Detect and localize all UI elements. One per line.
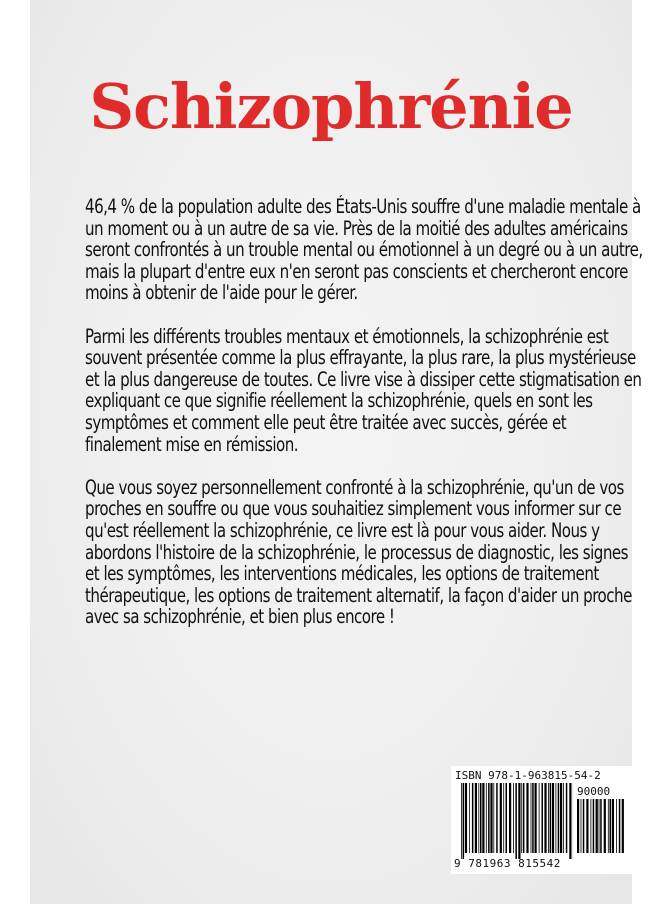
barcode-bar	[500, 783, 502, 853]
barcode-bar	[518, 783, 520, 859]
barcode-bar	[469, 783, 470, 853]
barcode-bar	[583, 799, 585, 853]
barcode-bar	[531, 783, 532, 853]
barcode-bar	[548, 783, 549, 853]
barcode-bar	[552, 783, 554, 853]
paragraph-spacer	[85, 455, 644, 477]
barcode-bar	[539, 783, 540, 853]
barcode-bar	[622, 799, 624, 853]
barcode-bar	[586, 799, 588, 853]
barcode-bar	[472, 783, 474, 853]
barcode-bar	[486, 783, 487, 853]
back-cover	[30, 0, 643, 904]
ean-digits: 9 781963 815542	[454, 857, 561, 870]
blurb-paragraph-3: Que vous soyez personnellement confronté à la schizophrénie, qu'un de vos proches en souffre ou que vous souhaitiez simplement vous informer sur ce qu'est réellement la schizophrénie, ce livre est là pour vous aider. Nous y abordons l'histoire de la schizophrénie, le processus de diagnostic, les signes et les symptômes, les interventions médicales, les options de traitement thérapeutique, les options de traitement alternatif, la façon d'aider un proche avec sa schizophrénie, et bien plus encore !	[85, 475, 632, 629]
barcode-bar	[515, 783, 517, 859]
barcode-bar	[604, 799, 606, 853]
book-title: Schizophrénie	[89, 70, 573, 143]
isbn-label: ISBN 978-1-963815-54-2	[455, 769, 601, 782]
blurb-paragraph-1: 46,4 % de la population adulte des États-Unis souffre d'une maladie mentale à un moment ou à un autre de sa vie. Près de la moitié des adultes américains seront confrontés à un trouble mental ou émotionnel à un degré ou à un autre, mais la plupart d'entre eux n'en seront pas conscients et chercheront encore moins à obtenir de l'aide pour le gérer.	[85, 195, 643, 305]
barcode-bar	[619, 799, 621, 853]
barcode-bar	[503, 783, 504, 853]
barcode-bar	[461, 783, 462, 859]
barcode-bar	[577, 799, 579, 853]
blurb-paragraph-2: Parmi les différents troubles mentaux et émotionnels, la schizophrénie est souvent présentée comme la plus effrayante, la plus rare, la plus mystérieuse et la plus dangereuse de toutes. Ce livre vise à dissiper cette stigmatisation en expliquant ce que signifie réellement la schizophrénie, quels en sont les symptômes et comment elle peut être traitée avec succès, gérée et finalement mise en rémission.	[85, 324, 642, 456]
barcode-bar	[560, 783, 562, 853]
barcode-bar	[480, 783, 482, 853]
barcode-bar	[496, 783, 498, 853]
barcode-bar	[596, 799, 598, 853]
barcode-bar	[526, 783, 528, 853]
barcode-bar	[612, 799, 614, 853]
barcode-bar	[475, 783, 477, 853]
barcode-bar	[558, 783, 560, 853]
barcode-bar	[535, 783, 537, 853]
barcode-bar	[599, 799, 600, 853]
barcode-bar	[490, 783, 492, 853]
barcode-bar	[482, 783, 484, 853]
barcode-bar	[521, 783, 522, 853]
barcode-bar	[465, 783, 467, 853]
barcode-bar	[506, 783, 508, 853]
barcode-bar	[563, 783, 564, 853]
barcode-bar	[600, 799, 602, 853]
barcode-bar	[569, 783, 571, 859]
barcode-bar	[544, 783, 546, 853]
barcode-bar	[463, 783, 465, 859]
price-code: 90000	[577, 785, 611, 798]
barcode-bar	[509, 783, 511, 853]
barcode-bar	[488, 783, 490, 853]
barcode-bar	[523, 783, 525, 853]
barcode-bar	[591, 799, 592, 853]
barcode-bar	[532, 783, 534, 853]
isbn-barcode	[451, 766, 633, 874]
barcode-bar	[513, 783, 514, 853]
blurb-text	[85, 195, 643, 629]
barcode-bar	[616, 799, 617, 853]
barcode-bar	[566, 783, 568, 853]
barcode-bar	[610, 799, 612, 853]
ean-barcode-bars	[461, 783, 573, 859]
barcode-bar	[593, 799, 595, 853]
barcode-bar	[542, 783, 544, 853]
barcode-bar	[493, 783, 494, 853]
barcode-bar	[556, 783, 557, 853]
paragraph-spacer	[85, 304, 644, 326]
barcode-bar	[608, 799, 609, 853]
barcode-bar	[478, 783, 479, 853]
barcode-bar	[581, 799, 582, 853]
addon-barcode-bars	[577, 799, 625, 859]
barcode-bar	[550, 783, 552, 853]
